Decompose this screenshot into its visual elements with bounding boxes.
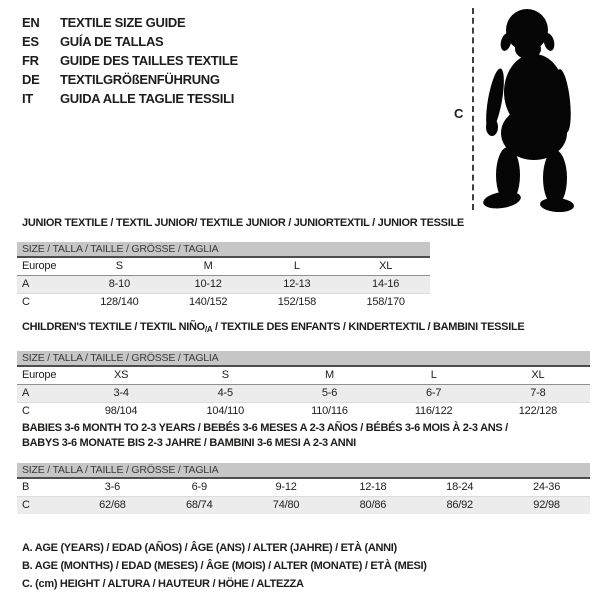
footnote-b: B. AGE (MONTHS) / EDAD (MESES) / ÂGE (MOIS) / ALTER (MONATE) / ETÀ (MESI) [22,560,427,572]
table-cell: S [115,260,123,273]
table-cell: S [221,369,229,382]
table-cell: XS [113,369,129,382]
children-table-title [17,320,590,337]
table-row [17,402,590,420]
children-size-table [17,351,590,420]
children-textile-section [17,320,590,420]
table-cell: 92/98 [533,499,560,512]
table-cell: 158/170 [366,296,405,309]
row-label: C [22,405,30,418]
toddler-silhouette-icon [478,5,578,212]
row-label: C [22,296,30,309]
size-header-row [17,463,590,478]
title-text: CHILDREN'S TEXTILE / TEXTIL NIÑO [22,321,205,333]
row-label: A [22,278,30,290]
table-cell: 128/140 [100,296,139,309]
lang-code: DE [22,72,40,87]
row-label: A [22,387,30,399]
table-cell: 74/80 [272,499,300,512]
lang-title: GUIDE DES TAILLES TEXTILE [60,53,238,68]
lang-code: FR [22,53,39,68]
table-cell: L [430,369,437,382]
table-cell: 152/158 [277,296,317,309]
table-cell: 80/86 [359,499,387,512]
height-measure-dashed-line [472,8,474,210]
table-cell: 18-24 [446,481,474,494]
table-cell: 86/92 [446,499,473,512]
table-cell: 62/68 [99,499,126,512]
table-cell: 122/128 [518,405,558,418]
table-row [17,257,430,275]
lang-title: GUÍA DE TALLAS [60,34,164,49]
junior-size-table [17,242,430,311]
lang-title: GUIDA ALLE TAGLIE TESSILI [60,91,235,106]
table-cell: 6-7 [426,387,442,399]
table-cell: XL [379,260,393,273]
table-cell: 7-8 [530,387,546,399]
table-cell: 98/104 [104,405,138,418]
table-row [17,384,590,402]
size-header-cell: SIZE / TALLA / TAILLE / GRÖSSE / TAGLIA [17,463,590,478]
table-cell: 116/122 [414,405,453,418]
table-row [17,496,590,514]
lang-title: TEXTILGRÖßENFÜHRUNG [60,72,220,87]
size-header-row [17,351,590,366]
row-label: C [22,499,30,512]
babies-table-title-line1: BABIES 3-6 MONTH TO 2-3 YEARS / BEBÉS 3-6 MESES A 2-3 AÑOS / BÉBÉS 3-6 MOIS À 2-3 ANS / [22,422,508,434]
row-label: Europe [22,260,57,273]
row-label: B [22,481,30,494]
babies-table-title-line2: BABYS 3-6 MONATE BIS 2-3 JAHRE / BAMBINI 3-6 MESI A 2-3 ANNI [22,437,356,449]
table-cell: 104/110 [206,405,245,418]
legend-footnotes [22,539,427,593]
footnote-c: C. (cm) HEIGHT / ALTURA / HAUTEUR / HÖHE / ALTEZZA [22,578,304,590]
table-cell: 6-9 [191,481,207,494]
table-cell: L [293,260,300,273]
babies-size-table [17,463,590,514]
table-cell: M [203,260,213,273]
table-cell: 68/74 [185,499,213,512]
table-cell: 10-12 [194,278,222,290]
lang-title: TEXTILE SIZE GUIDE [60,15,186,30]
table-cell: 3-4 [113,387,129,399]
table-cell: 9-12 [275,481,297,494]
row-label: Europe [22,369,57,382]
table-cell: 3-6 [104,481,121,494]
table-cell: 4-5 [217,387,233,399]
junior-table-title: JUNIOR TEXTILE / TEXTIL JUNIOR/ TEXTILE JUNIOR / JUNIORTEXTIL / JUNIOR TESSILE [22,217,464,229]
table-cell: M [324,369,334,382]
table-cell: 140/152 [188,296,228,309]
table-row [17,478,590,496]
footnote-a: A. AGE (YEARS) / EDAD (AÑOS) / ÂGE (ANS) / ALTER (JAHRE) / ETÀ (ANNI) [22,542,397,554]
size-header-row [17,242,430,257]
table-row [17,275,430,293]
size-header-cell: SIZE / TALLA / TAILLE / GRÖSSE / TAGLIA [17,351,590,366]
table-cell: 14-16 [372,278,400,290]
table-cell: XL [531,369,545,382]
lang-code: ES [22,34,39,49]
table-cell: 24-36 [533,481,561,494]
lang-code: EN [22,15,40,30]
table-cell: 8-10 [108,278,130,290]
table-row [17,293,430,311]
title-subscript: /A [204,325,213,334]
table-row [17,366,590,384]
size-header-cell: SIZE / TALLA / TAILLE / GRÖSSE / TAGLIA [17,242,430,257]
babies-textile-section [17,421,590,514]
height-measure-label: C [454,106,464,121]
table-cell: 12-13 [283,278,311,290]
language-title-list [22,13,238,108]
title-text: / TEXTILE DES ENFANTS / KINDERTEXTIL / BAMBINI TESSILE [212,321,525,333]
table-cell: 5-6 [321,387,338,399]
junior-textile-section [17,216,464,311]
table-cell: 110/116 [311,405,348,418]
table-cell: 12-18 [359,481,387,494]
lang-code: IT [22,91,33,106]
